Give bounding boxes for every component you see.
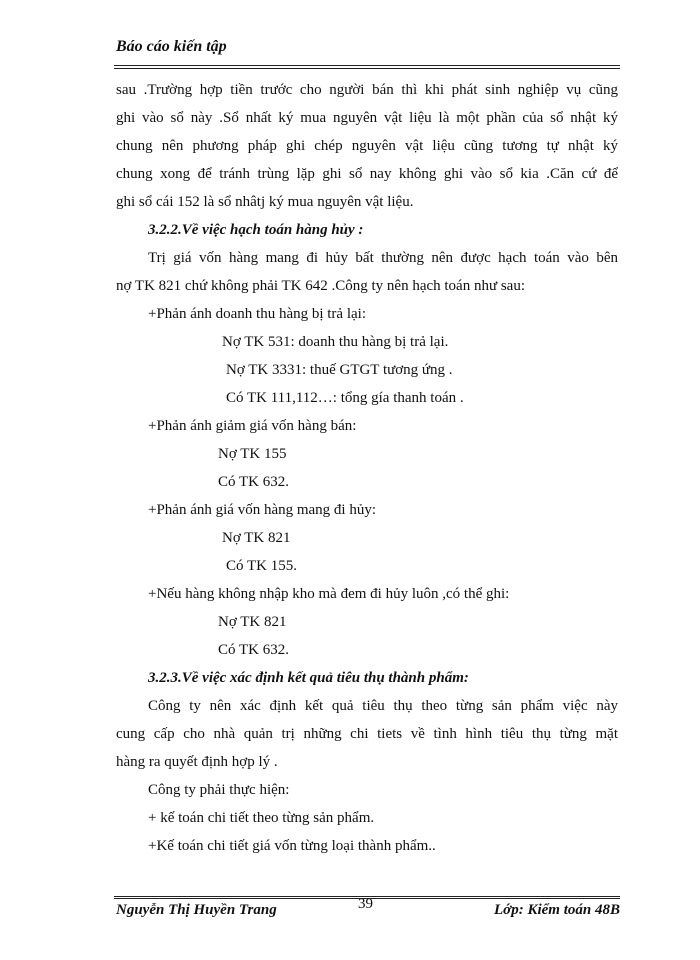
section-heading-3-2-3: 3.2.3.Về việc xác định kết quả tiêu thụ thành phẩm:: [148, 670, 469, 686]
paragraph-line: hàng ra quyết định hợp lý .: [116, 754, 278, 770]
paragraph-line: Công ty phải thực hiện:: [148, 782, 290, 798]
list-item: +Nếu hàng không nhập kho mà đem đi hủy luôn ,có thể ghi:: [148, 586, 510, 602]
list-item: +Phản ánh giảm giá vốn hàng bán:: [148, 418, 357, 434]
paragraph-line: Trị giá vốn hàng mang đi hủy bất thường nên được hạch toán vào bên: [148, 250, 618, 266]
paragraph-line: ghi vào sổ này .Sổ nhất ký mua nguyên vật liệu là một phần của sổ nhật ký: [116, 110, 618, 126]
journal-entry: Nợ TK 3331: thuế GTGT tương ứng .: [226, 362, 453, 378]
list-item: +Kế toán chi tiết giá vốn từng loại thành phẩm..: [148, 838, 436, 854]
header-divider-thin: [114, 68, 620, 69]
journal-entry: Nợ TK 821: [222, 530, 291, 546]
header-title: Báo cáo kiến tập: [116, 38, 227, 55]
journal-entry: Nợ TK 531: doanh thu hàng bị trả lại.: [222, 334, 449, 350]
journal-entry: Có TK 632.: [218, 642, 289, 658]
paragraph-line: ghi sổ cái 152 là sổ nhâtj ký mua nguyên vật liệu.: [116, 194, 414, 210]
list-item: +Phản ánh giá vốn hàng mang đi hủy:: [148, 502, 377, 518]
list-item: +Phản ánh doanh thu hàng bị trả lại:: [148, 306, 366, 322]
journal-entry: Có TK 632.: [218, 474, 289, 490]
journal-entry: Có TK 111,112…: tổng gía thanh toán .: [226, 390, 464, 406]
paragraph-line: chung xong để tránh trùng lặp ghi sổ nay không ghi vào sổ kia .Căn cứ để: [116, 166, 618, 182]
paragraph-line: sau .Trường hợp tiền trước cho người bán thì khi phát sinh nghiệp vụ cũng: [116, 82, 618, 98]
header-divider: [114, 65, 620, 66]
paragraph-line: nợ TK 821 chứ không phải TK 642 .Công ty nên hạch toán như sau:: [116, 278, 526, 294]
journal-entry: Nợ TK 821: [218, 614, 287, 630]
paragraph-line: chung nên phương pháp ghi chép nguyên vật liệu cũng tương tự nhật ký: [116, 138, 618, 154]
footer-author: Nguyễn Thị Huyền Trang: [116, 902, 277, 918]
page-number: 39: [358, 896, 373, 912]
paragraph-line: cung cấp cho nhà quản trị những chi tiets về tình hình tiêu thụ từng mặt: [116, 726, 618, 742]
journal-entry: Có TK 155.: [226, 558, 297, 574]
list-item: + kế toán chi tiết theo từng sản phẩm.: [148, 810, 375, 826]
journal-entry: Nợ TK 155: [218, 446, 287, 462]
section-heading-3-2-2: 3.2.2.Về việc hạch toán hàng hủy :: [148, 222, 364, 238]
footer-class: Lớp: Kiểm toán 48B: [494, 902, 620, 918]
paragraph-line: Công ty nên xác định kết quả tiêu thụ theo từng sản phẩm việc này: [148, 698, 618, 714]
